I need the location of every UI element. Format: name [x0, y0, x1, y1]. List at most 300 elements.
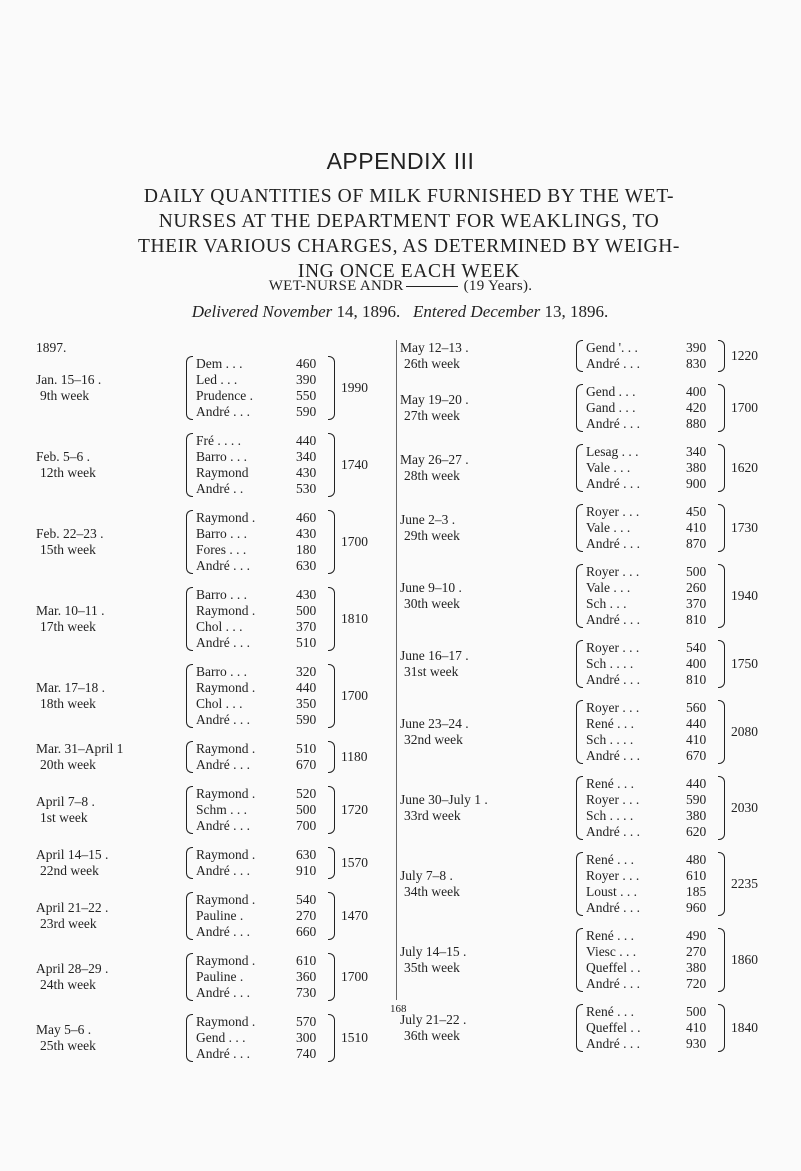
infant-name: René . . . [586, 776, 634, 791]
milk-quantity: 510 [296, 635, 317, 650]
daily-total: 1470 [341, 908, 368, 923]
week-number: 22nd week [40, 863, 99, 878]
milk-quantity: 660 [296, 924, 317, 939]
milk-quantity: 740 [296, 1046, 317, 1061]
week-label [36, 1022, 96, 1054]
week-number: 18th week [40, 696, 96, 711]
infant-name: André . . . [196, 404, 250, 419]
daily-total: 1860 [731, 952, 758, 967]
infant-name: André . . . [196, 924, 250, 939]
left-brace [186, 510, 193, 574]
daily-total: 2080 [731, 724, 758, 739]
infant-name: Royer . . . [586, 700, 640, 715]
milk-quantity: 870 [686, 536, 707, 551]
week-entry [36, 741, 376, 773]
delivered-label: Delivered November [191, 302, 333, 321]
infant-name: Vale . . . [586, 460, 631, 475]
milk-quantity: 400 [686, 384, 707, 399]
milk-quantity: 570 [296, 1014, 317, 1029]
milk-quantity: 810 [686, 672, 707, 687]
week-date: Feb. 22–23 . [36, 526, 104, 541]
milk-quantity: 700 [296, 818, 317, 833]
right-brace [328, 847, 335, 879]
week-number: 20th week [40, 757, 96, 772]
infant-name: André . . . [196, 635, 250, 650]
right-brace [328, 356, 335, 420]
week-label [36, 603, 105, 635]
nurse-age: (19 Years). [463, 278, 533, 294]
week-date: July 7–8 . [400, 868, 453, 883]
delivered-date: 14, 1896. [336, 302, 401, 321]
infant-name: André . . . [586, 1036, 640, 1051]
right-brace [328, 510, 335, 574]
milk-quantity: 590 [296, 404, 317, 419]
milk-quantity: 500 [296, 802, 317, 817]
infant-name: André . . [196, 481, 244, 496]
daily-total: 1740 [341, 457, 368, 472]
week-entry [400, 340, 758, 372]
milk-quantity: 530 [296, 481, 317, 496]
left-brace [186, 433, 193, 497]
daily-total: 1570 [341, 855, 368, 870]
milk-quantity: 420 [686, 400, 707, 415]
infant-name: André . . . [586, 536, 640, 551]
infant-name: Vale . . . [586, 520, 631, 535]
infant-name: Raymond . [196, 510, 256, 525]
milk-quantity: 350 [296, 696, 317, 711]
milk-quantity: 440 [296, 433, 317, 448]
left-brace [186, 1014, 193, 1062]
week-date: April 28–29 . [36, 961, 109, 976]
left-brace [186, 741, 193, 773]
infant-name: Queffel . . [586, 960, 641, 975]
milk-quantity: 810 [686, 612, 707, 627]
infant-name: Sch . . . [586, 596, 627, 611]
infant-name: André . . . [196, 863, 250, 878]
right-brace [718, 504, 725, 552]
left-brace [576, 1004, 583, 1052]
infant-name: Pauline . [196, 908, 244, 923]
infant-name: André . . . [586, 356, 640, 371]
infant-name: André . . . [586, 612, 640, 627]
week-date: June 9–10 . [400, 580, 462, 595]
left-brace [576, 928, 583, 992]
week-label [36, 900, 108, 932]
infant-name: Barro . . . [196, 587, 247, 602]
week-date: Feb. 5–6 . [36, 449, 90, 464]
milk-quantity: 270 [296, 908, 317, 923]
infant-name: André . . . [586, 672, 640, 687]
right-brace [328, 664, 335, 728]
right-brace [718, 340, 725, 372]
infant-name: André . . . [196, 1046, 250, 1061]
table-heading [64, 184, 754, 284]
name-dash [406, 286, 458, 287]
daily-total: 1510 [341, 1030, 368, 1045]
week-label [400, 792, 488, 824]
milk-quantity: 910 [296, 863, 317, 878]
left-column [36, 340, 376, 1075]
entered-label: Entered December [412, 302, 541, 321]
milk-quantity: 440 [296, 680, 317, 695]
infant-name: Queffel . . [586, 1020, 641, 1035]
milk-quantity: 540 [686, 640, 707, 655]
milk-quantity: 185 [686, 884, 707, 899]
milk-quantity: 270 [686, 944, 707, 959]
week-entry [400, 1004, 758, 1052]
infant-name: René . . . [586, 928, 634, 943]
week-number: 36th week [404, 1028, 460, 1043]
milk-quantity: 630 [296, 558, 317, 573]
milk-quantity: 380 [686, 460, 707, 475]
week-number: 27th week [404, 408, 460, 423]
week-date: May 26–27 . [400, 452, 469, 467]
milk-quantity: 930 [686, 1036, 707, 1051]
milk-quantity: 180 [296, 542, 317, 557]
week-date: May 5–6 . [36, 1022, 92, 1037]
milk-quantity: 490 [686, 928, 707, 943]
infant-name: Gend . . . [586, 384, 636, 399]
appendix-title: APPENDIX III [326, 148, 475, 174]
right-brace [328, 433, 335, 497]
left-brace [576, 384, 583, 432]
milk-quantity: 830 [686, 356, 707, 371]
week-entry [36, 664, 376, 728]
infant-name: Fré . . . . [196, 433, 241, 448]
infant-name: Led . . . [196, 372, 238, 387]
week-date: May 12–13 . [400, 340, 469, 355]
infant-name: Raymond . [196, 741, 256, 756]
infant-name: Raymond . [196, 953, 256, 968]
left-brace [186, 664, 193, 728]
week-label [400, 1012, 466, 1044]
milk-quantity: 500 [686, 1004, 707, 1019]
week-date: April 14–15 . [36, 847, 109, 862]
week-number: 26th week [404, 356, 460, 371]
week-entry [36, 1014, 376, 1062]
infant-name: Raymond . [196, 892, 256, 907]
week-entry [400, 384, 758, 432]
infant-name: André . . . [586, 900, 640, 915]
daily-total: 1720 [341, 802, 368, 817]
infant-name: André . . . [586, 476, 640, 491]
infant-name: Vale . . . [586, 580, 631, 595]
week-date: June 23–24 . [400, 716, 469, 731]
right-brace [328, 587, 335, 651]
right-brace [718, 640, 725, 688]
daily-total: 1730 [731, 520, 758, 535]
week-number: 12th week [40, 465, 96, 480]
infant-name: Raymond [196, 465, 249, 480]
milk-quantity: 500 [686, 564, 707, 579]
entered-date: 13, 1896. [544, 302, 609, 321]
left-brace [186, 356, 193, 420]
infant-name: Raymond . [196, 603, 256, 618]
infant-name: Chol . . . [196, 696, 243, 711]
left-brace [576, 504, 583, 552]
milk-quantity: 400 [686, 656, 707, 671]
week-number: 30th week [404, 596, 460, 611]
milk-quantity: 510 [296, 741, 317, 756]
week-entry [400, 564, 758, 628]
infant-name: André . . . [586, 976, 640, 991]
nurse-subtitle [0, 278, 801, 295]
week-entry [36, 892, 376, 940]
week-label [400, 452, 469, 484]
week-label [36, 794, 95, 826]
week-entry [400, 700, 758, 764]
milk-quantity: 500 [296, 603, 317, 618]
milk-quantity: 670 [686, 748, 707, 763]
milk-quantity: 670 [296, 757, 317, 772]
milk-quantity: 440 [686, 716, 707, 731]
left-brace [576, 444, 583, 492]
right-brace [328, 1014, 335, 1062]
week-number: 34th week [404, 884, 460, 899]
infant-name: Gend '. . . [586, 340, 638, 355]
week-number: 24th week [40, 977, 96, 992]
milk-quantity: 340 [686, 444, 707, 459]
left-brace [186, 587, 193, 651]
week-number: 17th week [40, 619, 96, 634]
daily-total: 1940 [731, 588, 758, 603]
infant-name: André . . . [586, 824, 640, 839]
milk-quantity: 380 [686, 960, 707, 975]
milk-quantity: 410 [686, 520, 707, 535]
milk-quantity: 560 [686, 700, 707, 715]
infant-name: René . . . [586, 852, 634, 867]
week-label [400, 648, 469, 680]
daily-total: 1620 [731, 460, 758, 475]
daily-total: 1700 [731, 400, 758, 415]
infant-name: Viesc . . . [586, 944, 637, 959]
week-number: 35th week [404, 960, 460, 975]
week-date: Mar. 31–April 1 [36, 741, 124, 756]
week-date: Jan. 15–16 . [36, 372, 102, 387]
milk-quantity: 370 [686, 596, 707, 611]
left-brace [576, 776, 583, 840]
milk-quantity: 380 [686, 808, 707, 823]
right-brace [328, 741, 335, 773]
infant-name: Sch . . . . [586, 656, 634, 671]
week-entry [36, 786, 376, 834]
left-brace [186, 892, 193, 940]
milk-quantity: 450 [686, 504, 707, 519]
infant-name: Royer . . . [586, 868, 640, 883]
week-number: 15th week [40, 542, 96, 557]
week-date: June 16–17 . [400, 648, 469, 663]
daily-total: 2030 [731, 800, 758, 815]
week-label [400, 580, 462, 612]
milk-quantity: 390 [686, 340, 707, 355]
heading-line: THEIR VARIOUS CHARGES, AS DETERMINED BY WEIGH- [137, 236, 681, 257]
week-number: 29th week [404, 528, 460, 543]
daily-total: 1700 [341, 969, 368, 984]
week-label [36, 741, 123, 773]
year-label: 1897. [36, 340, 67, 355]
milk-quantity: 360 [296, 969, 317, 984]
infant-name: Sch . . . . [586, 732, 634, 747]
milk-quantity: 260 [686, 580, 707, 595]
right-brace [328, 953, 335, 1001]
infant-name: Sch . . . . [586, 808, 634, 823]
right-brace [328, 892, 335, 940]
milk-quantity: 480 [686, 852, 707, 867]
milk-quantity: 590 [686, 792, 707, 807]
week-label [400, 340, 469, 372]
milk-quantity: 370 [296, 619, 317, 634]
week-date: Mar. 10–11 . [36, 603, 105, 618]
infant-name: André . . . [196, 818, 250, 833]
week-label [36, 449, 96, 481]
infant-name: Chol . . . [196, 619, 243, 634]
week-number: 23rd week [40, 916, 97, 931]
daily-total: 1700 [341, 534, 368, 549]
daily-total: 1840 [731, 1020, 758, 1035]
right-brace [718, 1004, 725, 1052]
infant-name: Schm . . . [196, 802, 248, 817]
week-label [36, 847, 108, 879]
week-label [400, 512, 460, 544]
week-entry [400, 776, 758, 840]
milk-quantity: 630 [296, 847, 317, 862]
daily-total: 1700 [341, 688, 368, 703]
infant-name: Royer . . . [586, 640, 640, 655]
infant-name: Dem . . . [196, 356, 243, 371]
milk-quantity: 300 [296, 1030, 317, 1045]
right-column [400, 340, 758, 1064]
right-brace [718, 852, 725, 916]
infant-name: André . . . [196, 558, 250, 573]
milk-quantity: 410 [686, 1020, 707, 1035]
infant-name: André . . . [196, 757, 250, 772]
infant-name: Barro . . . [196, 664, 247, 679]
week-label [36, 961, 108, 993]
left-brace [186, 786, 193, 834]
infant-name: Gand . . . [586, 400, 636, 415]
infant-name: Raymond . [196, 847, 256, 862]
infant-name: Fores . . . [196, 542, 247, 557]
milk-quantity: 390 [296, 372, 317, 387]
week-date: July 21–22 . [400, 1012, 467, 1027]
infant-name: Royer . . . [586, 504, 640, 519]
milk-quantity: 340 [296, 449, 317, 464]
week-number: 9th week [40, 388, 90, 403]
daily-total: 1220 [731, 348, 758, 363]
milk-quantity: 620 [686, 824, 707, 839]
milk-quantity: 440 [686, 776, 707, 791]
week-date: June 30–July 1 . [400, 792, 488, 807]
week-entry [400, 640, 758, 688]
page-number: 168 [390, 1003, 407, 1015]
left-brace [186, 953, 193, 1001]
week-entry [400, 504, 758, 552]
milk-quantity: 610 [686, 868, 707, 883]
heading-line: NURSES AT THE DEPARTMENT FOR WEAKLINGS, TO [158, 211, 660, 232]
infant-name: Barro . . . [196, 449, 247, 464]
milk-quantity: 460 [296, 356, 317, 371]
week-label [36, 680, 105, 712]
left-brace [576, 640, 583, 688]
milk-quantity: 730 [296, 985, 317, 1000]
week-number: 25th week [40, 1038, 96, 1053]
milk-quantity: 900 [686, 476, 707, 491]
week-number: 32nd week [404, 732, 463, 747]
heading-line: DAILY QUANTITIES OF MILK FURNISHED BY THE WET- [143, 186, 675, 207]
milk-quantity: 460 [296, 510, 317, 525]
infant-name: Lesag . . . [586, 444, 639, 459]
infant-name: Gend . . . [196, 1030, 246, 1045]
right-brace [718, 776, 725, 840]
right-brace [718, 700, 725, 764]
heading-line: ING ONCE EACH WEEK [297, 261, 521, 282]
week-number: 1st week [40, 810, 88, 825]
week-date: Mar. 17–18 . [36, 680, 105, 695]
week-number: 33rd week [404, 808, 461, 823]
infant-name: René . . . [586, 1004, 634, 1019]
nurse-name: WET-NURSE ANDR [268, 278, 404, 294]
left-brace [576, 700, 583, 764]
week-date: April 7–8 . [36, 794, 95, 809]
milk-quantity: 720 [686, 976, 707, 991]
milk-quantity: 880 [686, 416, 707, 431]
infant-name: Prudence . [196, 388, 253, 403]
infant-name: André . . . [196, 985, 250, 1000]
daily-total: 1750 [731, 656, 758, 671]
infant-name: André . . . [196, 712, 250, 727]
week-label [400, 944, 466, 976]
infant-name: Raymond . [196, 786, 256, 801]
infant-name: Loust . . . [586, 884, 638, 899]
left-brace [576, 852, 583, 916]
week-entry [400, 928, 758, 992]
milk-quantity: 430 [296, 587, 317, 602]
week-entry [36, 587, 376, 651]
right-brace [328, 786, 335, 834]
right-brace [718, 444, 725, 492]
milk-quantity: 550 [296, 388, 317, 403]
infant-name: Royer . . . [586, 792, 640, 807]
left-brace [186, 847, 193, 879]
infant-name: Raymond . [196, 1014, 256, 1029]
infant-name: André . . . [586, 416, 640, 431]
daily-total: 1180 [341, 749, 368, 764]
week-entry [400, 444, 758, 492]
week-entry [36, 356, 376, 420]
milk-quantity: 430 [296, 465, 317, 480]
week-entry [400, 852, 758, 916]
week-entry [36, 433, 376, 497]
infant-name: Raymond . [196, 680, 256, 695]
week-date: May 19–20 . [400, 392, 469, 407]
week-date: April 21–22 . [36, 900, 109, 915]
week-date: June 2–3 . [400, 512, 456, 527]
week-entry [36, 847, 376, 879]
left-brace [576, 564, 583, 628]
week-label [36, 372, 101, 404]
daily-total: 1810 [341, 611, 368, 626]
week-label [400, 392, 469, 424]
infant-name: André . . . [586, 748, 640, 763]
milk-quantity: 520 [296, 786, 317, 801]
milk-quantity: 590 [296, 712, 317, 727]
infant-name: Pauline . [196, 969, 244, 984]
service-dates [30, 302, 770, 322]
daily-total: 1990 [341, 380, 368, 395]
milk-quantity: 410 [686, 732, 707, 747]
milk-quantity: 610 [296, 953, 317, 968]
week-label [36, 526, 104, 558]
